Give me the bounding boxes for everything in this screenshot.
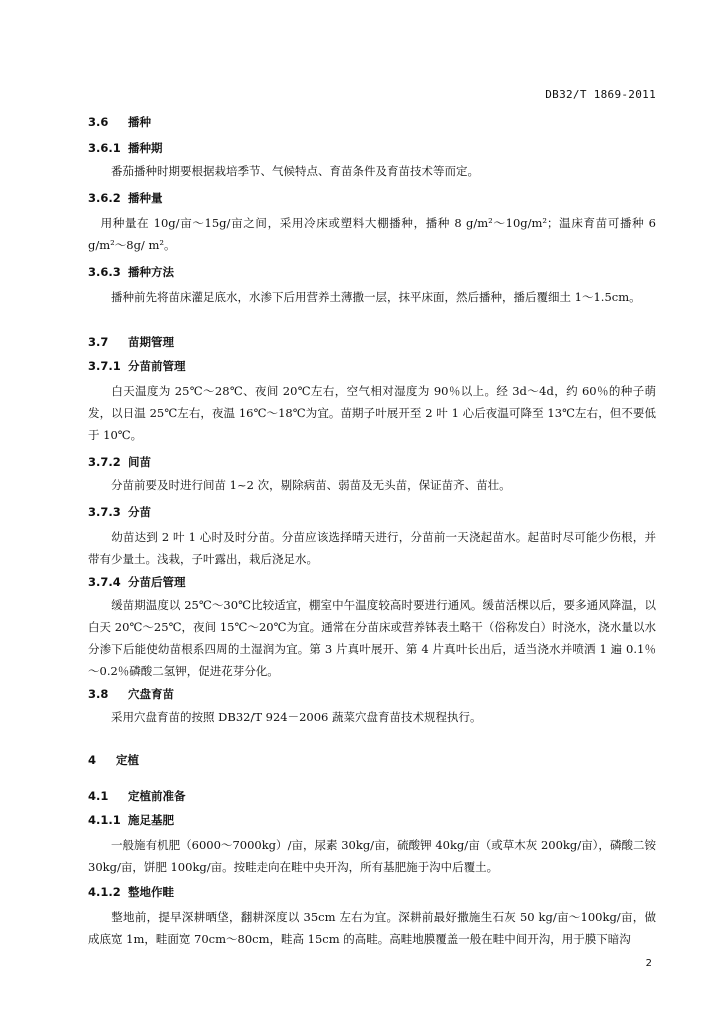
section-heading-3-7-3 [88, 504, 151, 520]
section-number: 3.6.3 [88, 265, 121, 279]
section-heading-3-6-1 [88, 140, 163, 156]
paragraph-text: 采用穴盘育苗的按照 DB32/T 924－2006 蔬菜穴盘育苗技术规程执行。 [111, 710, 482, 724]
paragraph-3-6-3 [88, 286, 656, 308]
section-heading-4 [88, 752, 139, 768]
paragraph-text: 整地前，提早深耕晒垡，翻耕深度以 35cm 左右为宜。深耕前最好撒施生石灰 50 kg/亩～100kg/亩，做成底宽 1m，畦面宽 70cm～80cm，畦高 15cm 的高畦。高畦地膜覆盖一般在畦中间开沟，用于膜下暗沟 [88, 910, 656, 946]
section-heading-3-8 [88, 686, 174, 702]
section-number: 3.7 [88, 335, 109, 349]
section-number: 4.1 [88, 789, 109, 803]
section-heading-3-7-1 [88, 358, 186, 374]
section-heading-3-7-4 [88, 574, 186, 590]
paragraph-4-1-1 [88, 834, 656, 878]
paragraph-text: 缓苗期温度以 25℃～30℃比较适宜，棚室中午温度较高时要进行通风。缓苗活棵以后，要多通风降温，以白天 20℃～25℃，夜间 15℃～20℃为宜。通常在分苗床或营养钵表土略干（俗称发白）时浇水，浇水量以水分渗下后能使幼苗根系四周的土湿润为宜。第 3 片真叶展开、第 4 片真叶长出后，适当浇水并喷洒 1 遍 0.1％～0.2％磷酸二氢钾，促进花芽分化。 [88, 598, 656, 678]
document-id-header: DB32/T 1869-2011 [545, 88, 656, 101]
section-number: 3.7.3 [88, 505, 121, 519]
paragraph-text: 播种前先将苗床灌足底水，水渗下后用营养土薄撒一层，抹平床面，然后播种，播后覆细土 1～1.5cm。 [111, 290, 641, 304]
section-number: 3.8 [88, 687, 109, 701]
section-title: 施足基肥 [128, 813, 174, 827]
paragraph-text: 一般施有机肥（6000～7000kg）/亩，尿素 30kg/亩，硫酸钾 40kg/亩（或草木灰 200kg/亩），磷酸二铵 30kg/亩，饼肥 100kg/亩。按畦走向在畦中央开沟，所有基肥施于沟中后覆土。 [88, 838, 656, 874]
section-title: 穴盘育苗 [128, 687, 174, 701]
section-number: 3.6.1 [88, 141, 121, 155]
paragraph-text: 白天温度为 25℃～28℃、夜间 20℃左右，空气相对湿度为 90％以上。经 3d～4d，约 60％的种子萌发，以日温 25℃左右，夜温 16℃～18℃为宜。苗期子叶展开至 2 叶 1 心后夜温可降至 13℃左右，但不要低于 10℃。 [88, 384, 656, 442]
section-number: 3.6 [88, 115, 109, 129]
paragraph-3-6-2 [88, 212, 656, 256]
section-number: 4 [88, 753, 97, 767]
paragraph-3-7-3 [88, 526, 656, 570]
section-number: 4.1.1 [88, 813, 121, 827]
paragraph-text: 番茄播种时期要根据栽培季节、气候特点、育苗条件及育苗技术等而定。 [111, 164, 479, 178]
section-title: 播种量 [128, 191, 163, 205]
section-number: 3.6.2 [88, 191, 121, 205]
section-title: 定植 [116, 753, 139, 767]
section-heading-4-1 [88, 788, 186, 804]
section-number: 4.1.2 [88, 885, 121, 899]
section-title: 播种 [128, 115, 151, 129]
section-number: 3.7.1 [88, 359, 121, 373]
section-title: 分苗 [128, 505, 151, 519]
paragraph-3-8 [88, 706, 656, 728]
section-title: 苗期管理 [128, 335, 174, 349]
paragraph-text: 幼苗达到 2 叶 1 心时及时分苗。分苗应该选择晴天进行，分苗前一天浇起苗水。起苗时尽可能少伤根，并带有少量土。浅栽，子叶露出，栽后浇足水。 [88, 530, 656, 566]
section-heading-3-6 [88, 114, 151, 130]
section-title: 播种方法 [128, 265, 174, 279]
section-number: 3.7.2 [88, 455, 121, 469]
section-title: 间苗 [128, 455, 151, 469]
section-title: 定植前准备 [128, 789, 186, 803]
section-title: 分苗后管理 [128, 575, 186, 589]
paragraph-3-6-1 [88, 160, 656, 182]
section-title: 播种期 [128, 141, 163, 155]
paragraph-text: 用种量在 10g/亩～15g/亩之间，采用冷床或塑料大棚播种，播种 8 g/m²～10g/m²；温床育苗可播种 6 g/m²～8g/ m²。 [88, 216, 656, 252]
section-heading-4-1-1 [88, 812, 174, 828]
section-heading-3-6-3 [88, 264, 174, 280]
section-heading-4-1-2 [88, 884, 174, 900]
paragraph-3-7-2 [88, 474, 656, 496]
section-heading-3-7 [88, 334, 174, 350]
paragraph-3-7-4 [88, 594, 656, 682]
section-heading-3-6-2 [88, 190, 163, 206]
section-number: 3.7.4 [88, 575, 121, 589]
section-heading-3-7-2 [88, 454, 151, 470]
section-title: 分苗前管理 [128, 359, 186, 373]
section-title: 整地作畦 [128, 885, 174, 899]
page-number: 2 [645, 958, 652, 969]
paragraph-text: 分苗前要及时进行间苗 1~2 次，剔除病苗、弱苗及无头苗，保证苗齐、苗壮。 [111, 478, 511, 492]
paragraph-3-7-1 [88, 380, 656, 446]
paragraph-4-1-2 [88, 906, 656, 950]
